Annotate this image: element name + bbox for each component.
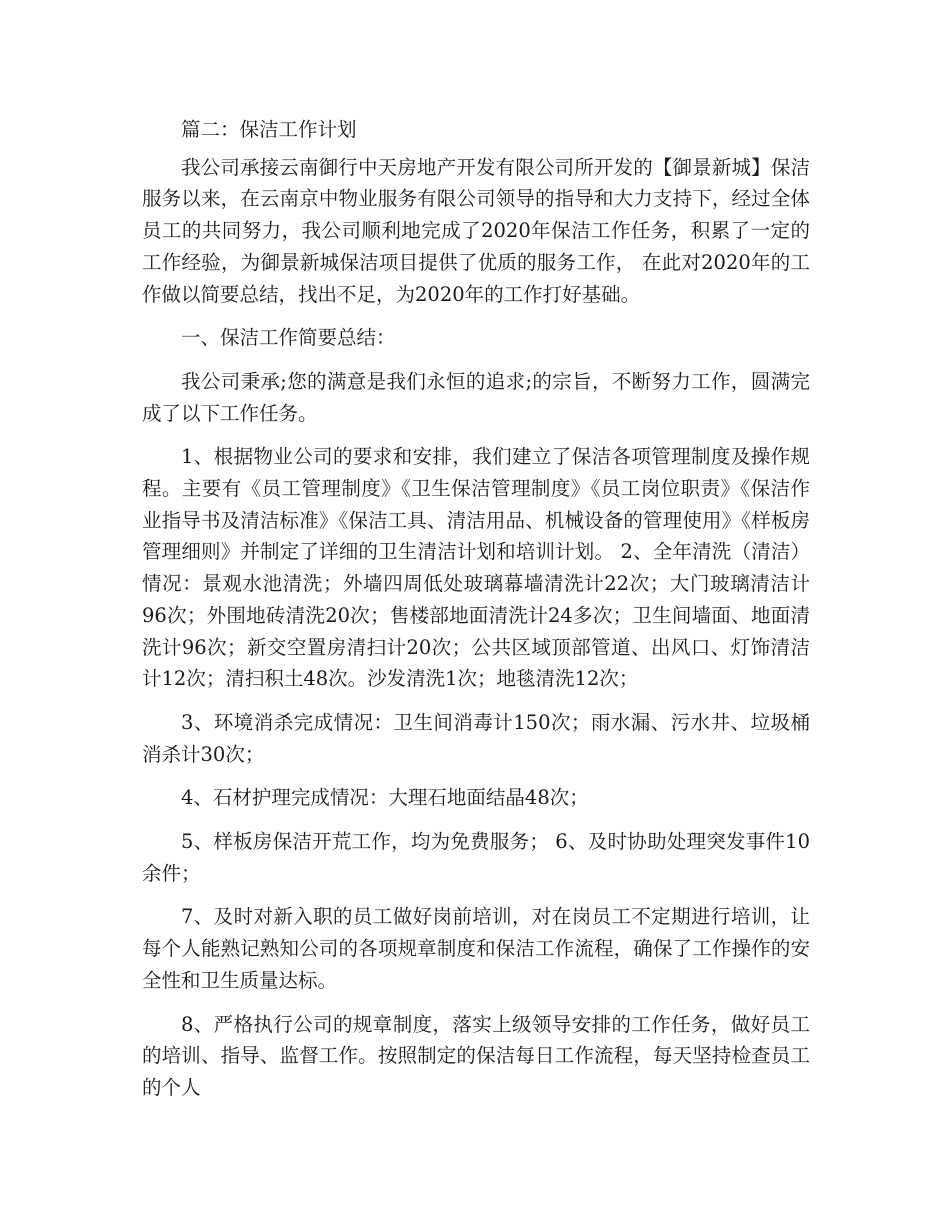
paragraph-item-4: 4、石材护理完成情况：大理石地面结晶48次； [181, 786, 589, 810]
paragraph-intro: 我公司承接云南御行中天房地产开发有限公司所开发的【御景新城】保洁服务以来，在云南京中物业服务有限公司领导的指导和大力支持下，经过全体员工的共同努力，我公司顺利地完成了2020年保洁工作任务，积累了一定的工作经验，为御景新城保洁项目提供了优质的服务工作， 在此对2020年的工作做以简要总结，找出不足，为2020年的工作打好基础。 [142, 155, 810, 306]
section-heading-summary: 一、保洁工作简要总结： [181, 326, 396, 350]
paragraph-principle: 我公司秉承;您的满意是我们永恒的追求;的宗旨，不断努力工作，圆满完成了以下工作任务。 [142, 369, 810, 425]
paragraph-item-8: 8、严格执行公司的规章制度，落实上级领导安排的工作任务，做好员工的培训、指导、监督工作。按照制定的保洁每日工作流程，每天坚持检查员工的个人 [142, 1012, 810, 1099]
document-body [142, 114, 810, 1104]
paragraph-item-5-6: 5、样板房保洁开荒工作，均为免费服务； 6、及时协助处理突发事件10余件； [142, 830, 810, 885]
paragraph-item-7: 7、及时对新入职的员工做好岗前培训，对在岗员工不定期进行培训，让每个人能熟记熟知公司的各项规章制度和保洁工作流程，确保了工作操作的安全性和卫生质量达标。 [142, 905, 810, 992]
document-heading: 篇二：保洁工作计划 [181, 118, 357, 141]
paragraph-item-3: 3、环境消杀完成情况：卫生间消毒计150次；雨水漏、污水井、垃圾桶消杀计30次； [142, 710, 810, 766]
paragraph-item-1-2: 1、根据物业公司的要求和安排，我们建立了保洁各项管理制度及操作规程。主要有《员工管理制度》《卫生保洁管理制度》《员工岗位职责》《保洁作业指导书及清洁标准》《保洁工具、清洁用品、机械设备的管理使用》《样板房管理细则》并制定了详细的卫生清洁计划和培训计划。 2、全年清洗（清洁）情况：景观水池清洗；外墙四周低处玻璃幕墙清洗计22次；大门玻璃清洁计96次；外围地砖清洗20次；售楼部地面清洗计24多次；卫生间墙面、地面清洗计96次；新交空置房清扫计20次；公共区域顶部管道、出风口、灯饰清洁计12次；清扫积土48次。沙发清洗1次；地毯清洗12次； [142, 445, 810, 691]
